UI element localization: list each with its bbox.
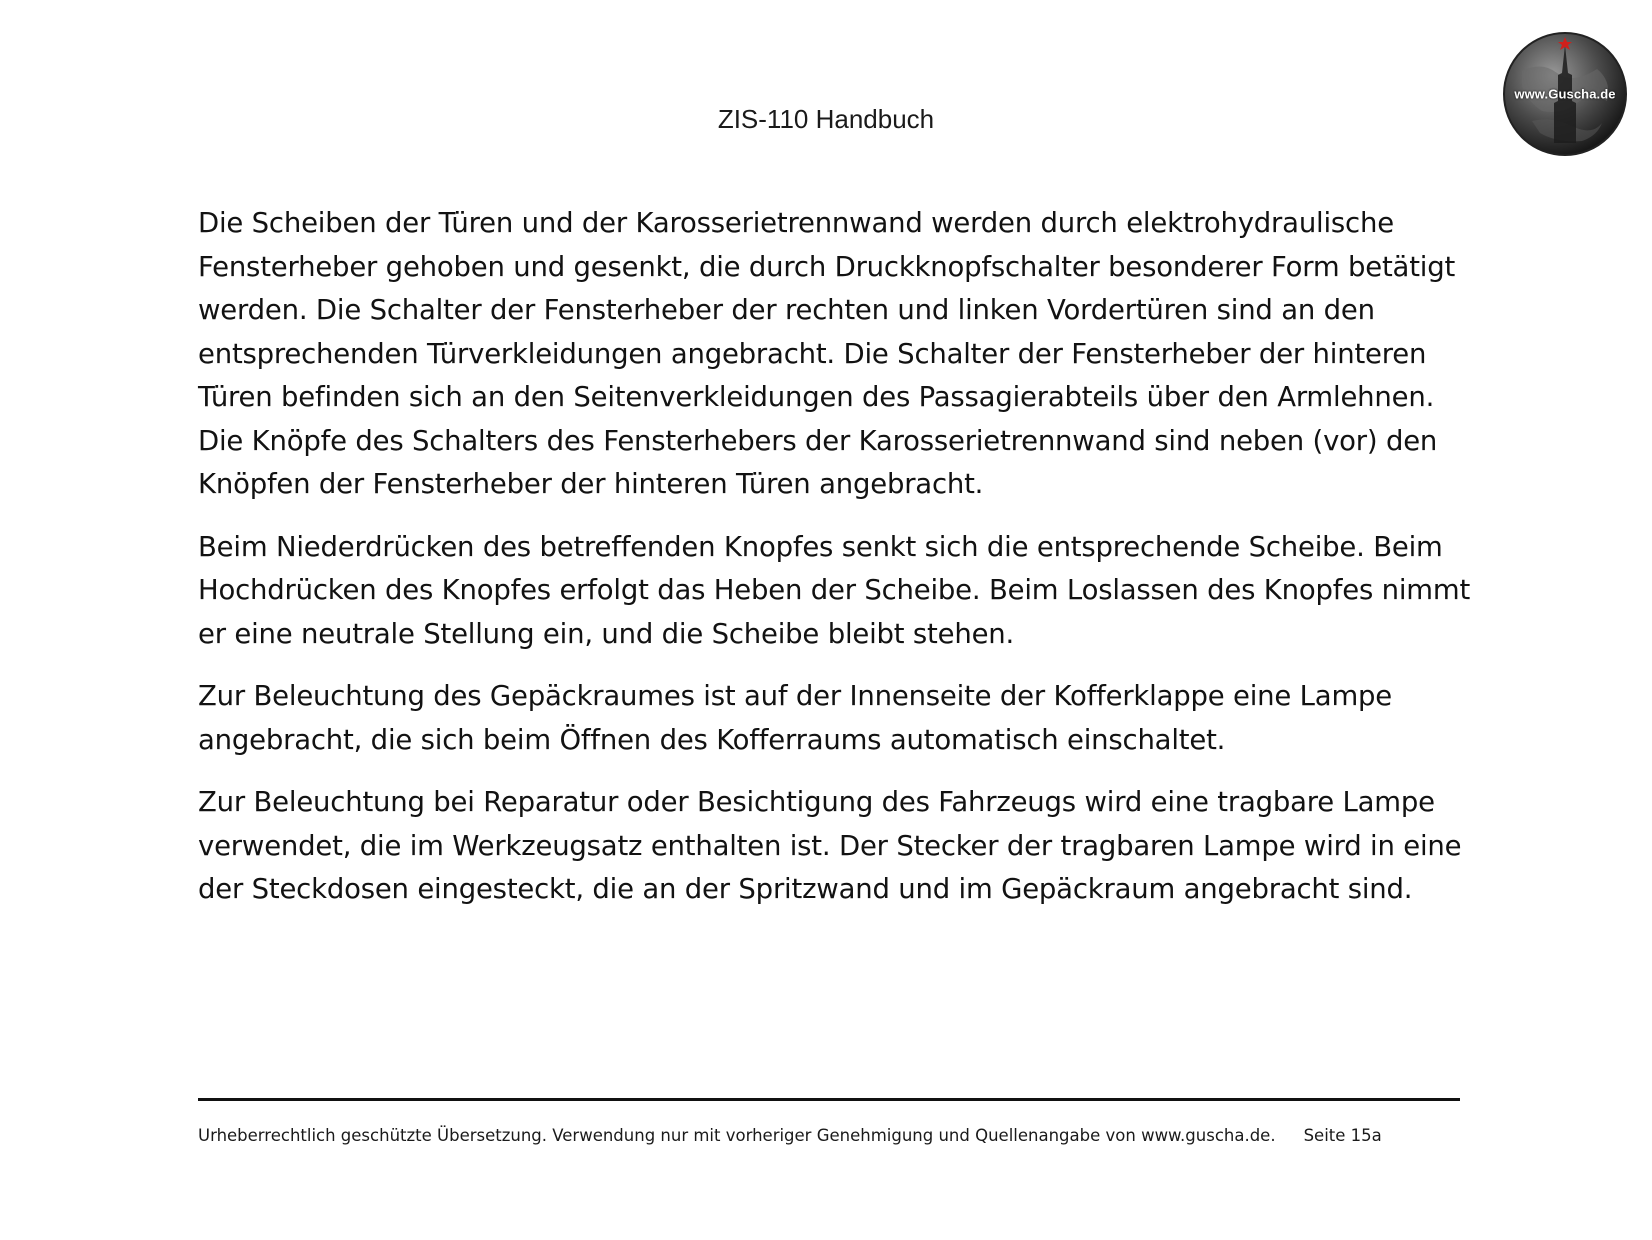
paragraph: Die Scheiben der Türen und der Karosserietrennwand werden durch elektrohydraulische Fensterheber gehoben und gesenkt, die durch Druckknopfschalter besonderer Form betätigt werden. Die Schalter der Fensterheber der rechten und linken Vordertüren sind an den entsprechenden Türverkleidungen angebracht. Die Schalter der Fensterheber der hinteren Türen befinden sich an den Seitenverkleidungen des Passagierabteils über den Armlehnen. Die Knöpfe des Schalters des Fensterhebers der Karosserietrennwand sind neben (vor) den Knöpfen der Fensterheber der hinteren Türen angebracht.	[198, 207, 1456, 500]
logo-text: www.Guscha.de	[1514, 86, 1616, 102]
copyright-notice: Urheberrechtlich geschützte Übersetzung. Verwendung nur mit vorheriger Genehmigung und Quellenangabe von www.guscha.de.	[198, 1126, 1276, 1145]
body-text	[198, 202, 1478, 931]
paragraph: Zur Beleuchtung des Gepäckraumes ist auf der Innenseite der Kofferklappe eine Lampe angebracht, die sich beim Öffnen des Kofferraums automatisch einschaltet.	[198, 680, 1393, 756]
guscha-logo	[1502, 31, 1628, 157]
page-title: ZIS-110 Handbuch	[717, 104, 935, 134]
footer-divider	[198, 1098, 1460, 1101]
paragraph: Beim Niederdrücken des betreffenden Knopfes senkt sich die entsprechende Scheibe. Beim Hochdrücken des Knopfes erfolgt das Heben der Scheibe. Beim Loslassen des Knopfes nimmt er eine neutrale Stellung ein, und die Scheibe bleibt stehen.	[198, 530, 1471, 650]
footer	[198, 1126, 1382, 1145]
paragraph: Zur Beleuchtung bei Reparatur oder Besichtigung des Fahrzeugs wird eine tragbare Lampe verwendet, die im Werkzeugsatz enthalten ist. Der Stecker der tragbaren Lampe wird in eine der Steckdosen eingesteckt, die an der Spritzwand und im Gepäckraum angebracht sind.	[198, 786, 1462, 905]
page-number: Seite 15a	[1303, 1126, 1382, 1145]
